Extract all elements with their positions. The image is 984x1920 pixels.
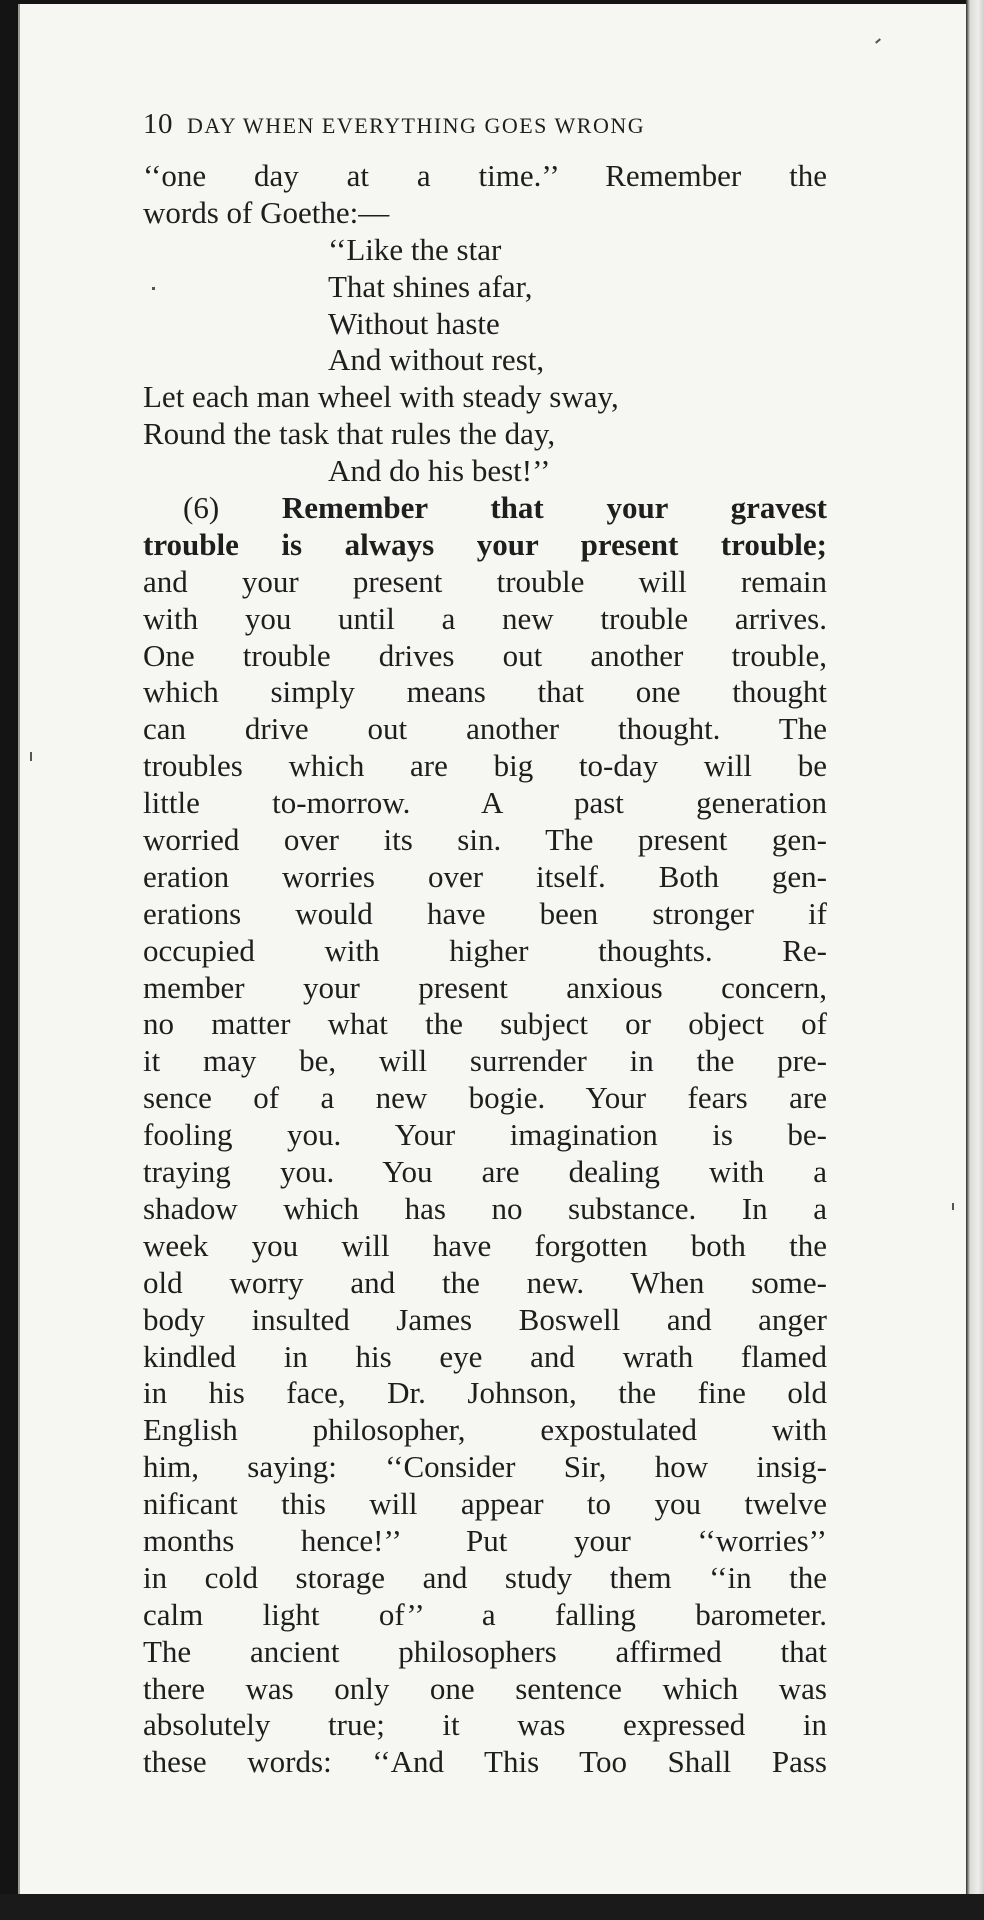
text-line: kindled in his eye and wrath flamed — [143, 1338, 827, 1374]
text-line: worried over its sin. The present gen- — [143, 822, 827, 858]
text-line: months hence!’’ Put your ‘‘worries’’ — [143, 1522, 827, 1558]
text-line: no matter what the subject or object of — [143, 1006, 827, 1042]
text-line: can drive out another thought. The — [143, 711, 827, 747]
text-line: nificant this will appear to you twelve — [143, 1486, 827, 1522]
scan-speck — [952, 1203, 954, 1210]
text-line: week you will have forgotten both the — [143, 1227, 827, 1263]
text-line: traying you. You are dealing with a — [143, 1154, 827, 1190]
scan-speck — [30, 752, 32, 761]
text-line: One trouble drives out another trouble, — [143, 637, 827, 673]
text-line: ‘‘one day at a time.’’ Remember the — [143, 158, 827, 193]
text-line: English philosopher, expostulated with — [143, 1412, 827, 1448]
page-edge — [966, 0, 984, 1920]
text-line: absolutely true; it was expressed in — [143, 1707, 827, 1743]
verse-line: Let each man wheel with steady sway, — [143, 379, 619, 415]
text-line: there was only one sentence which was — [143, 1670, 827, 1706]
text-line: troubles which are big to-day will be — [143, 748, 827, 784]
bold-heading: Remember that your gravest — [281, 490, 828, 526]
bold-heading: trouble is always your present trouble; — [143, 526, 827, 562]
item-number: (6) — [183, 490, 282, 526]
page-text — [143, 108, 827, 1781]
paragraph-start — [143, 490, 827, 527]
verse-line: And without rest, — [328, 342, 545, 378]
scan-border — [0, 1894, 984, 1920]
text-line: occupied with higher thoughts. Re- — [143, 932, 827, 968]
verse-line: Without haste — [328, 305, 500, 341]
text-line: member your present anxious concern, — [143, 969, 827, 1005]
text-line: it may be, will surrender in the pre- — [143, 1043, 827, 1079]
text-line: sence of a new bogie. Your fears are — [143, 1080, 827, 1116]
running-title: DAY WHEN EVERYTHING GOES WRONG — [187, 113, 646, 138]
page-number: 10 — [143, 108, 173, 140]
text-line: in cold storage and study them ‘‘in the — [143, 1559, 827, 1595]
text-line: little to-morrow. A past generation — [143, 785, 827, 821]
text-line: calm light of’’ a falling barometer. — [143, 1596, 827, 1632]
text-line: shadow which has no substance. In a — [143, 1190, 827, 1226]
verse-line: ‘‘Like the star — [328, 231, 502, 267]
text-line: old worry and the new. When some- — [143, 1264, 827, 1300]
text-line: The ancient philosophers affirmed that — [143, 1633, 827, 1669]
text-line: with you until a new trouble arrives. — [143, 600, 827, 636]
text-line: erations would have been stronger if — [143, 895, 827, 931]
text-line: words of Goethe:— — [143, 194, 390, 230]
text-line: eration worries over itself. Both gen- — [143, 858, 827, 894]
verse-line: That shines afar, — [328, 268, 533, 304]
running-header — [143, 108, 827, 158]
text-line: and your present trouble will remain — [143, 563, 827, 599]
text-line: fooling you. Your imagination is be- — [143, 1117, 827, 1153]
verse-line: And do his best!’’ — [328, 453, 551, 489]
text-line: which simply means that one thought — [143, 674, 827, 710]
text-line: body insulted James Boswell and anger — [143, 1301, 827, 1337]
text-line: in his face, Dr. Johnson, the fine old — [143, 1375, 827, 1411]
text-line: these words: ‘‘And This Too Shall Pass — [143, 1744, 827, 1780]
text-line: him, saying: ‘‘Consider Sir, how insig- — [143, 1449, 827, 1485]
verse-line: Round the task that rules the day, — [143, 416, 556, 452]
